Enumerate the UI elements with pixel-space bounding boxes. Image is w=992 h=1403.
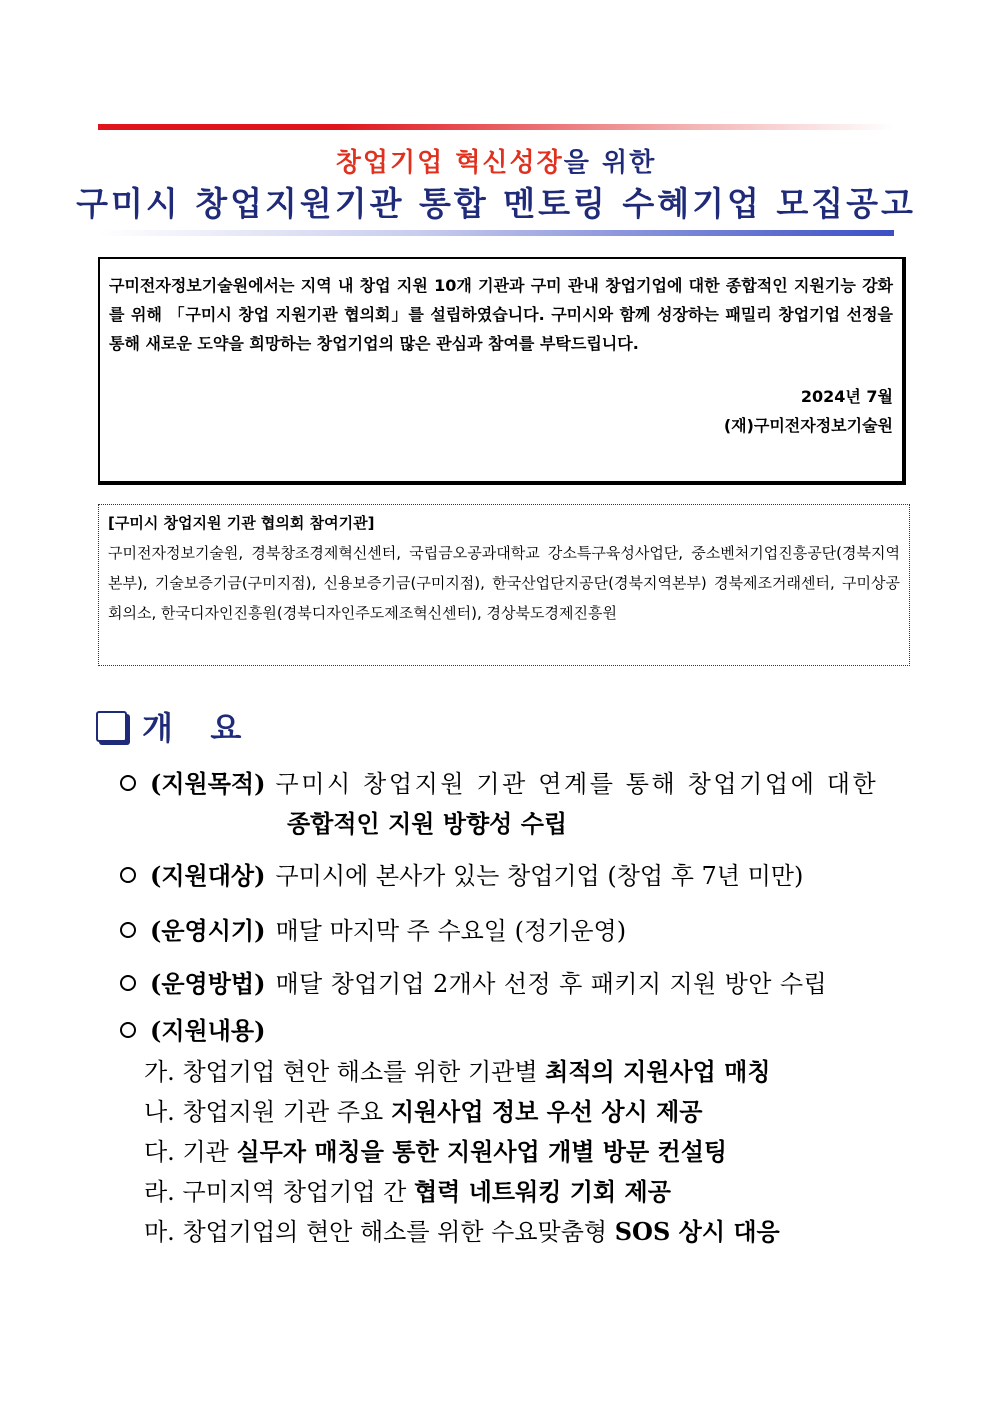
support-item-bold: 실무자 매칭을 통한 지원사업 개별 방문 컨설팅 [236,1137,728,1166]
support-item-bold: SOS 상시 대응 [614,1217,780,1246]
top-red-bar [98,124,894,130]
overview-item [120,764,878,804]
support-item-text: 다. 기관 [144,1138,237,1166]
support-item-bold: 지원사업 정보 우선 상시 제공 [390,1097,703,1126]
title-line1-highlight: 창업기업 혁신성장 [335,148,564,178]
support-item [144,1212,780,1252]
section-title: 개 요 [142,709,243,747]
title-line1 [0,142,992,179]
circle-bullet-icon [120,1022,136,1038]
circle-bullet-icon [120,867,136,883]
overview-item-continuation: 종합적인 지원 방향성 수립 [287,809,568,838]
item-text: 매달 마지막 주 수요일 (정기운영) [275,917,627,945]
orgs-body: 구미전자정보기술원, 경북창조경제혁신센터, 국립금오공과대학교 강소특구육성사업단, 중소벤처기업진흥공단(경북지역본부), 기술보증기금(구미지점), 신용보증기금(구미지점), 한국산업단지공단(경북지역본부) 경북제조거래센터, 구미상공회의소, 한국디자인진흥원(경북디자인주도제조혁신센터), 경상북도경제진흥원 [108,544,900,622]
support-item [144,1172,671,1212]
item-text: 구미시에 본사가 있는 창업기업 (창업 후 7년 미만) [275,862,804,890]
item-label: (지원내용) [150,1016,266,1045]
item-label: (지원목적) [150,769,266,798]
notice-box [98,257,906,485]
support-item [144,1092,702,1132]
item-text: 구미시 창업지원 기관 연계를 통해 창업기업에 대한 [275,770,879,798]
orgs-title: [구미시 창업지원 기관 협의회 참여기관] [108,514,375,532]
item-label: (지원대상) [150,861,266,890]
support-item-text: 라. 구미지역 창업기업 간 [144,1178,414,1206]
bottom-blue-bar [98,230,894,236]
support-item [144,1052,771,1092]
page-title: 구미시 창업지원기관 통합 멘토링 수혜기업 모집공고 [76,184,916,223]
item-label: (운영시기) [150,916,266,945]
support-item-text: 가. 창업기업 현안 해소를 위한 기관별 [144,1058,546,1086]
support-item-text: 나. 창업지원 기관 주요 [144,1098,391,1126]
item-label: (운영방법) [150,969,266,998]
support-item-text: 마. 창업기업의 현안 해소를 위한 수요맞춤형 [144,1218,615,1246]
overview-item [120,1011,275,1051]
participating-orgs-box [98,504,910,666]
circle-bullet-icon [120,975,136,991]
checkbox-square-icon [96,711,127,742]
notice-body: 구미전자정보기술원에서는 지역 내 창업 지원 10개 기관과 구미 관내 창업기업에 대한 종합적인 지원기능 강화를 위해 「구미시 창업 지원기관 협의회」를 설립하였습니다. 구미시와 함께 성장하는 패밀리 창업기업 선정을 통해 새로운 도약을 희망하는 창업기업의 많은 관심과 참여를 부탁드립니다. [109,276,893,353]
overview-item [120,856,803,896]
support-item [144,1132,727,1172]
overview-item [120,964,827,1004]
item-text: 매달 창업기업 2개사 선정 후 패키지 지원 방안 수립 [275,970,828,998]
support-item-bold: 최적의 지원사업 매칭 [545,1057,771,1086]
circle-bullet-icon [120,775,136,791]
title-line1-rest: 을 위한 [563,148,657,178]
circle-bullet-icon [120,922,136,938]
notice-date: 2024년 7월 [800,387,893,406]
overview-item [120,911,626,951]
support-item-bold: 협력 네트워킹 기회 제공 [413,1177,671,1206]
notice-org: (재)구미전자정보기술원 [723,416,893,435]
